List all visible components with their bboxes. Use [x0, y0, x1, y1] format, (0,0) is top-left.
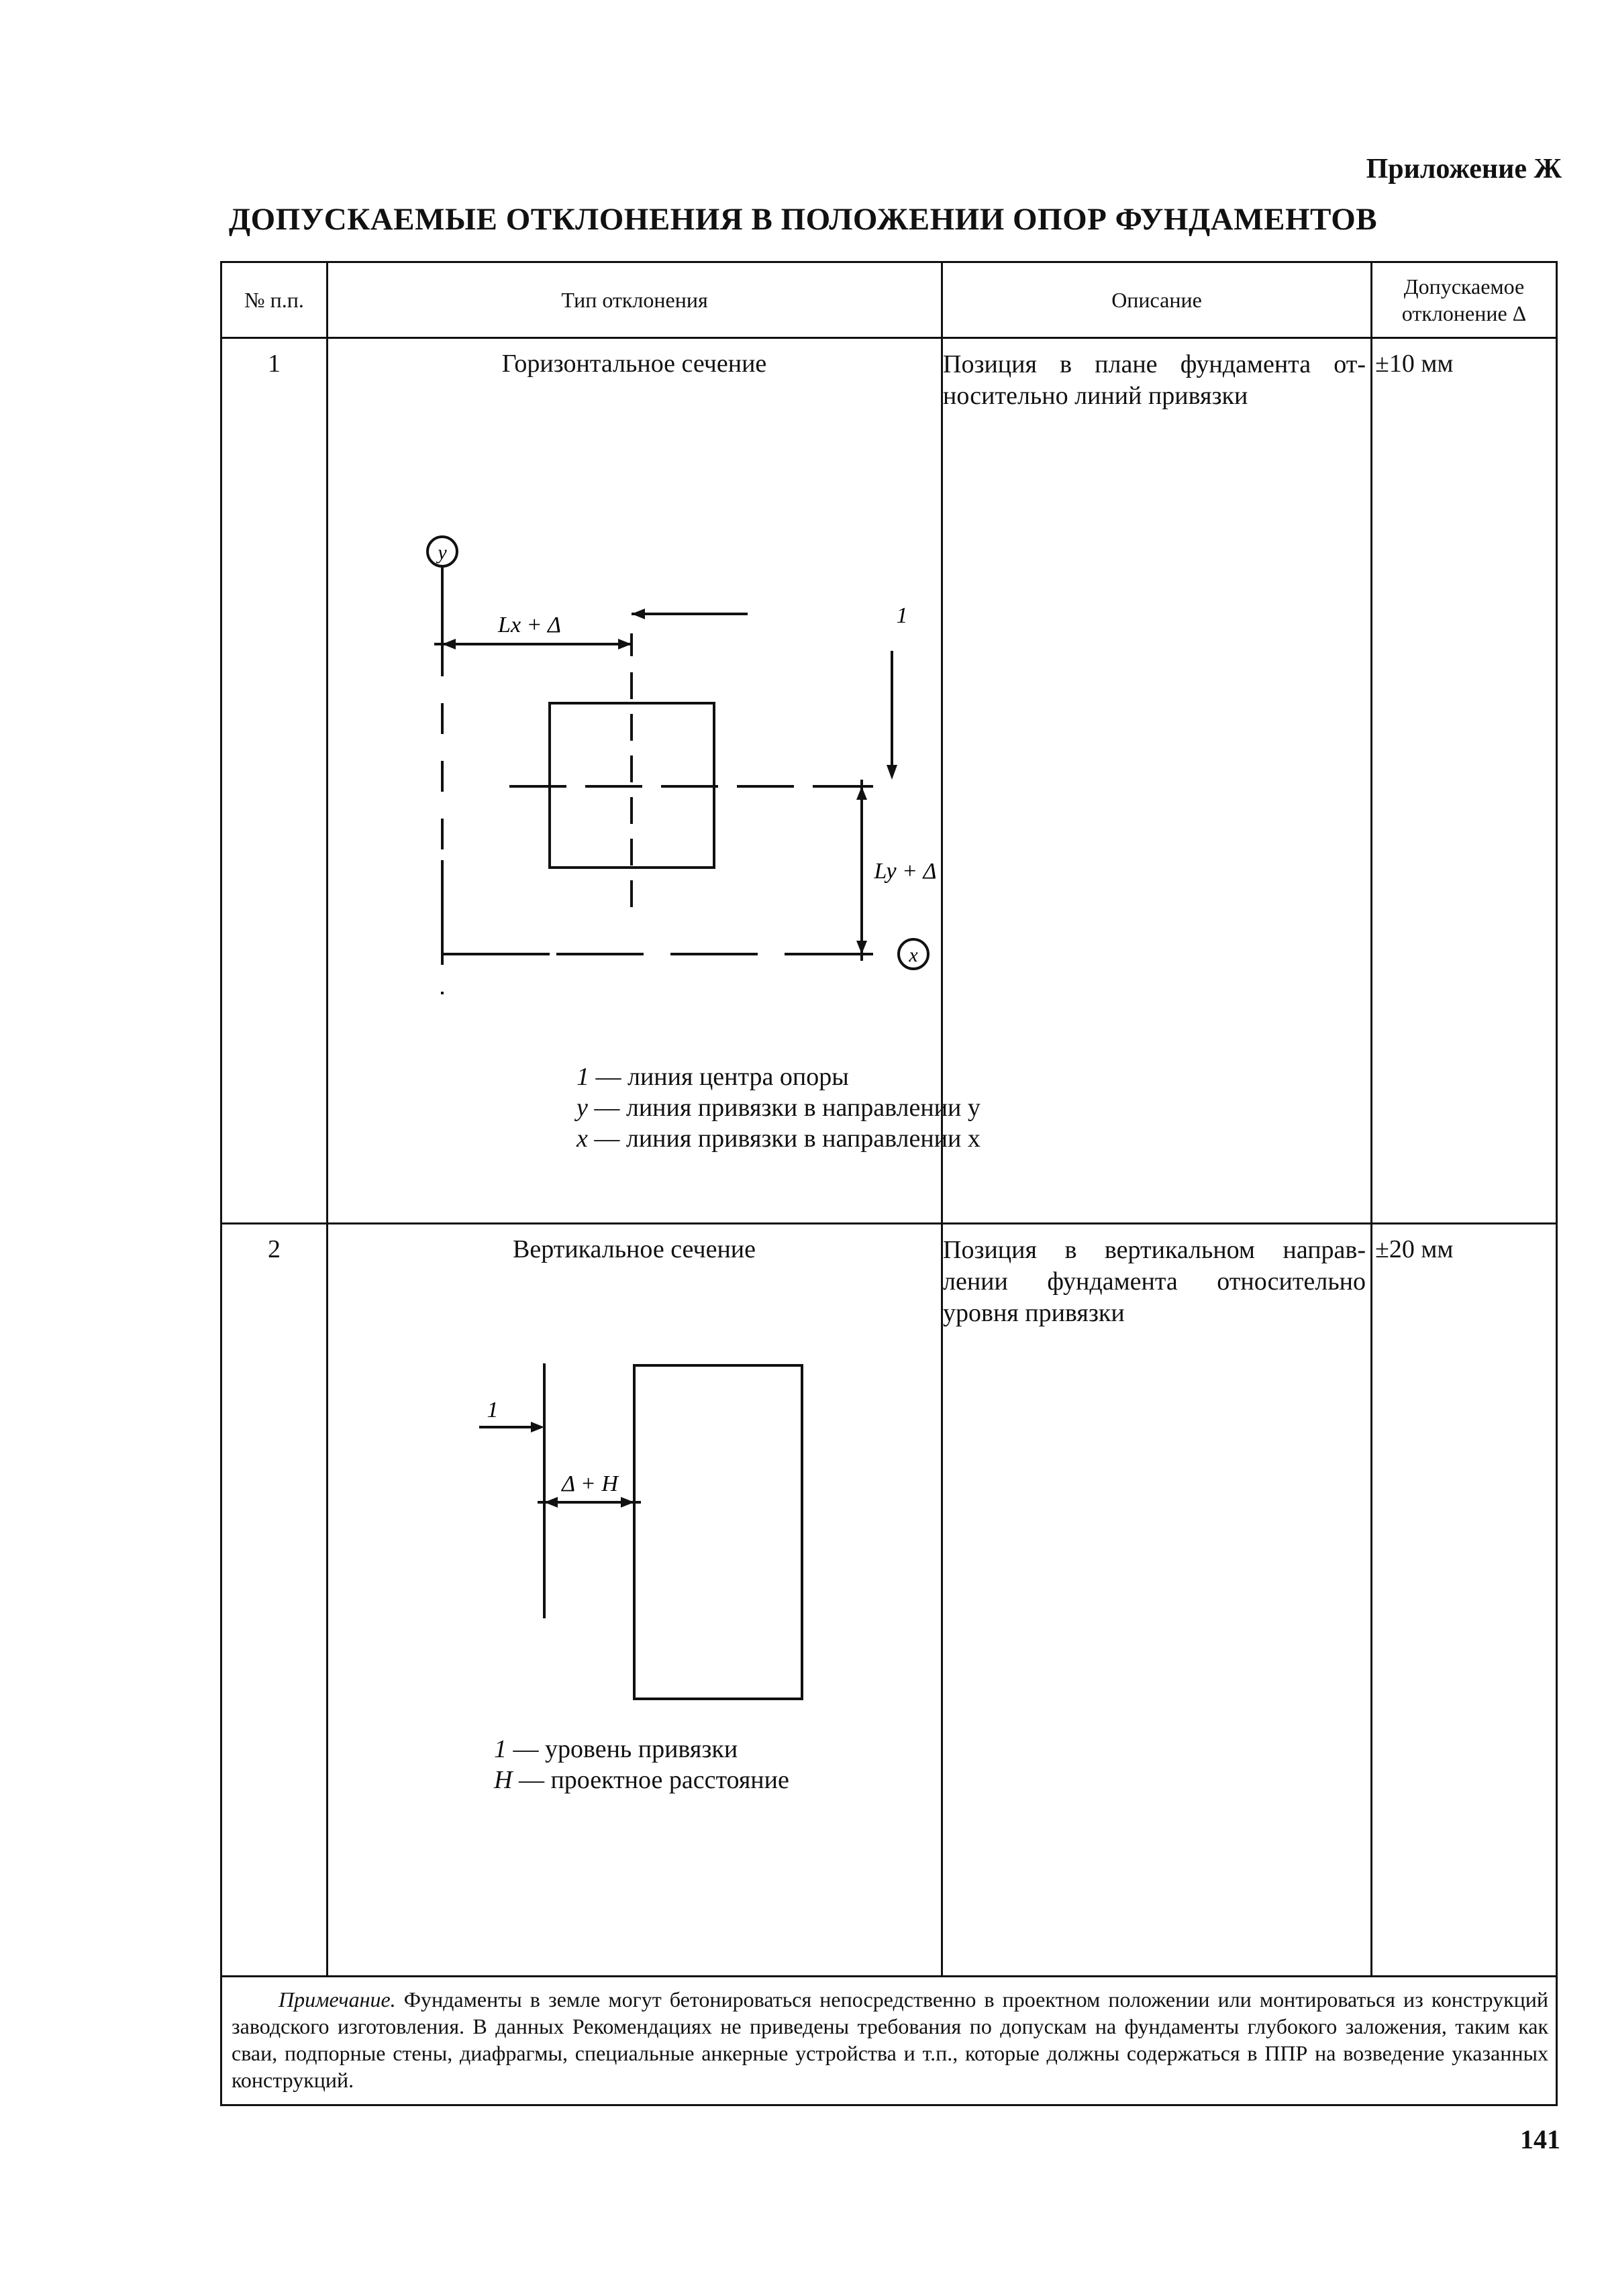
- row-2-legend: [494, 1734, 789, 1795]
- page-number: 141: [1520, 2124, 1560, 2154]
- dimension-h-label: Δ + H: [562, 1471, 618, 1496]
- note-divider: [222, 1975, 1556, 1977]
- callout-1-label: 1: [487, 1398, 499, 1422]
- legend-item: H — проектное расстояние: [494, 1766, 789, 1794]
- appendix-label: Приложение Ж: [1366, 154, 1562, 185]
- column-header-description: Описание: [1111, 288, 1202, 312]
- dimension-lx-label: Lx + Δ: [498, 613, 561, 637]
- tolerance-table: [220, 261, 1558, 2106]
- column-divider: [1370, 263, 1372, 1975]
- row-1-num: 1: [268, 350, 281, 378]
- legend-item: 1 — линия центра опоры: [576, 1063, 849, 1091]
- column-header-num: № п.п.: [244, 288, 304, 312]
- row-2-type: Вертикальное сечение: [513, 1235, 756, 1263]
- legend-item: x — линия привязки в направлении x: [576, 1125, 981, 1153]
- row-2-description: Позиция в вертикальном направ-лении фундамента относительно уровня привязки: [943, 1236, 1366, 1327]
- foundation-rect: [634, 1365, 802, 1699]
- column-header-type: Тип отклонения: [561, 288, 708, 312]
- column-header-tolerance: Допускаемое отклонение Δ: [1401, 274, 1527, 325]
- row-divider: [222, 1222, 1556, 1224]
- note-label: Примечание.: [279, 1987, 396, 2012]
- legend-item: 1 — уровень привязки: [494, 1735, 738, 1763]
- row-2-num: 2: [268, 1235, 281, 1263]
- row-1-type: Горизонтальное сечение: [501, 350, 767, 378]
- row-2-tolerance: ±20 мм: [1375, 1235, 1454, 1263]
- note-text: Фундаменты в земле могут бетонироваться непосредственно в проектном положении или монтироваться из конструкций заводского изготовления. В данных Рекомендациях не приведены требования по допускам на фундаменты глубокого заложения, таким как сваи, подпорные стены, диафрагмы, специальные анкерные устройства и т.п., которые должны содержаться в ППР на возведение указанных конструкций.: [232, 1987, 1548, 2092]
- row-1-legend: [576, 1061, 981, 1154]
- table-note: [232, 1986, 1548, 2093]
- legend-item: y — линия привязки в направлении y: [576, 1094, 981, 1122]
- axis-x-label: x: [909, 944, 918, 966]
- page-title: ДОПУСКАЕМЫЕ ОТКЛОНЕНИЯ В ПОЛОЖЕНИИ ОПОР ФУНДАМЕНТОВ: [228, 202, 1378, 237]
- vertical-section-diagram: [328, 1363, 940, 1712]
- row-1-tolerance: ±10 мм: [1375, 350, 1454, 378]
- header-divider: [222, 337, 1556, 339]
- callout-1-label: 1: [896, 603, 908, 628]
- dimension-ly-label: Ly + Δ: [874, 859, 937, 884]
- row-1-description: Позиция в плане фундамента от-носительно линий привязки: [943, 350, 1366, 410]
- axis-y-label: y: [438, 541, 447, 564]
- horizontal-section-diagram: [328, 484, 940, 994]
